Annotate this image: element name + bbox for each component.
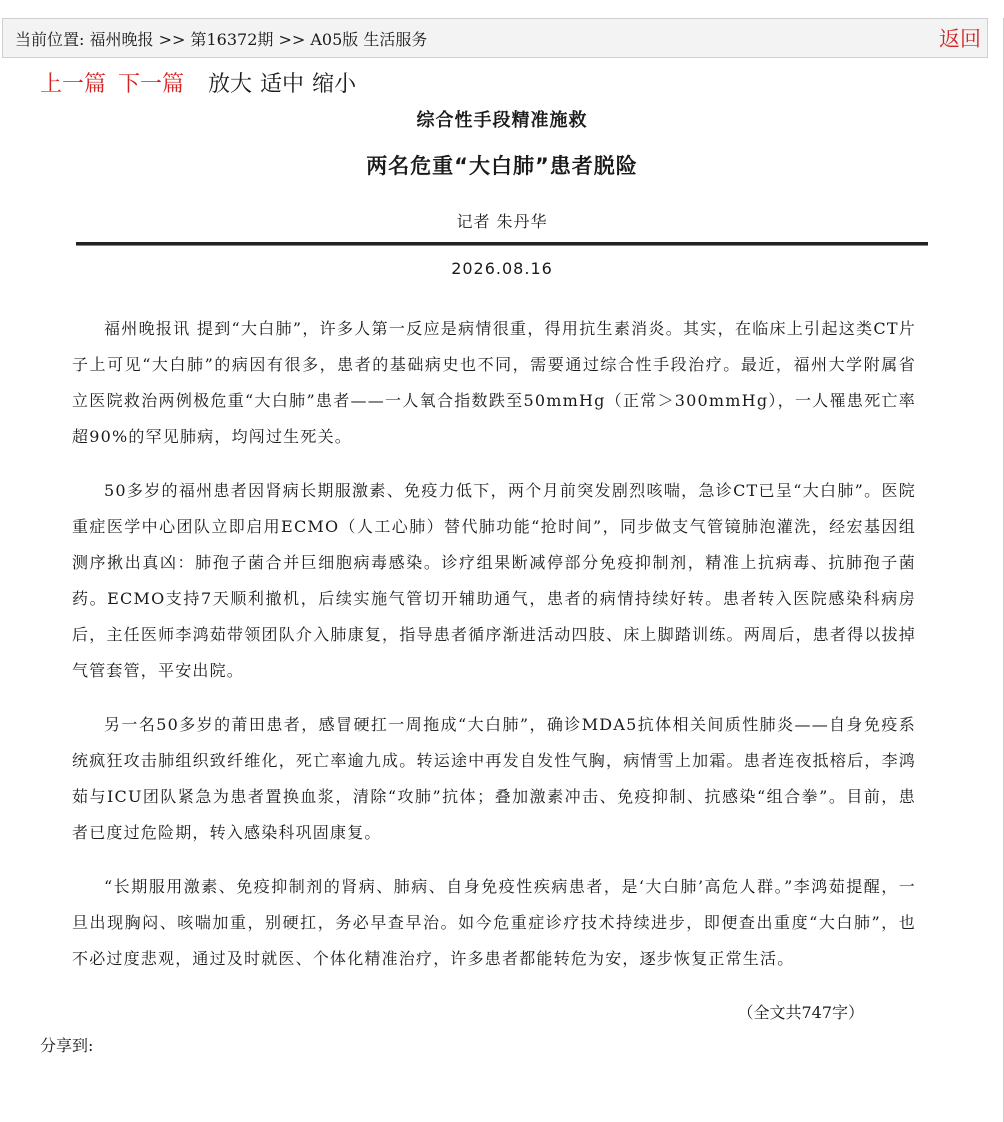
next-article-link[interactable]: 下一篇 — [118, 71, 185, 97]
article-paragraph: 另一名50多岁的莆田患者，感冒硬扛一周拖成“大白肺”，确诊MDA5抗体相关间质性肺炎——自身免疫系统疯狂攻击肺组织致纤维化，死亡率逾九成。转运途中再发自发性气胸，病情雪上加霜。患者连夜抵榕后，李鸿茹与ICU团队紧急为患者置换血浆，清除“攻肺”抗体；叠加激素冲击、免疫抑制、抗感染“组合拳”。目前，患者已度过危险期，转入感染科巩固康复。 — [72, 715, 916, 842]
breadcrumb-label: 当前位置: — [15, 29, 85, 49]
article-paragraph: “长期服用激素、免疫抑制剂的肾病、肺病、自身免疫性疾病患者，是‘大白肺’高危人群。”李鸿茹提醒，一旦出现胸闷、咳喘加重，别硬扛，务必早查早治。如今危重症诊疗技术持续进步，即便查出重度“大白肺”，也不必过度悲观，通过及时就医、个体化精准治疗，许多患者都能转危为安，逐步恢复正常生活。 — [72, 877, 916, 968]
zoom-fit-link[interactable]: 适中 — [260, 71, 305, 97]
article-nav — [0, 58, 1004, 106]
zoom-out-link[interactable]: 缩小 — [312, 71, 357, 97]
article-title: 两名危重“大白肺”患者脱险 — [366, 154, 638, 178]
article-paragraph: 50多岁的福州患者因肾病长期服激素、免疫力低下，两个月前突发剧烈咳喘，急诊CT已呈“大白肺”。医院重症医学中心团队立即启用ECMO（人工心肺）替代肺功能“抢时间”，同步做支气管镜肺泡灌洗，经宏基因组测序揪出真凶：肺孢子菌合并巨细胞病毒感染。诊疗组果断减停部分免疫抑制剂，精准上抗病毒、抗肺孢子菌药。ECMO支持7天顺利撤机，后续实施气管切开辅助通气，患者的病情持续好转。患者转入医院感染科病房后，主任医师李鸿茹带领团队介入肺康复，指导患者循序渐进活动四肢、床上脚踏训练。两周后，患者得以拔掉气管套管，平安出院。 — [72, 481, 916, 680]
share-label: 分享到: — [40, 1036, 94, 1055]
article-author: 记者 朱丹华 — [456, 212, 548, 231]
header-divider — [76, 242, 928, 245]
breadcrumb — [2, 18, 988, 58]
article-header — [0, 106, 1004, 283]
breadcrumb-text — [15, 27, 427, 50]
article-subtitle: 综合性手段精准施救 — [416, 110, 588, 131]
article-body — [72, 311, 916, 977]
zoom-in-link[interactable]: 放大 — [208, 71, 253, 97]
article-date: 2026.08.16 — [451, 259, 553, 278]
back-link[interactable]: 返回 — [939, 27, 981, 51]
breadcrumb-path[interactable]: 福州晚报 >> 第16372期 >> A05版 生活服务 — [89, 29, 428, 49]
top-spacer — [0, 0, 1004, 18]
article-paragraph: 福州晚报讯 提到“大白肺”，许多人第一反应是病情很重，得用抗生素消炎。其实，在临床上引起这类CT片子上可见“大白肺”的病因有很多，患者的基础病史也不同，需要通过综合性手段治疗。最近，福州大学附属省立医院救治两例极危重“大白肺”患者——一人氧合指数跌至50mmHg（正常＞300mmHg），一人罹患死亡率超90%的罕见肺病，均闯过生死关。 — [72, 319, 916, 446]
prev-article-link[interactable]: 上一篇 — [40, 71, 107, 97]
word-count: （全文共747字） — [737, 1003, 864, 1022]
